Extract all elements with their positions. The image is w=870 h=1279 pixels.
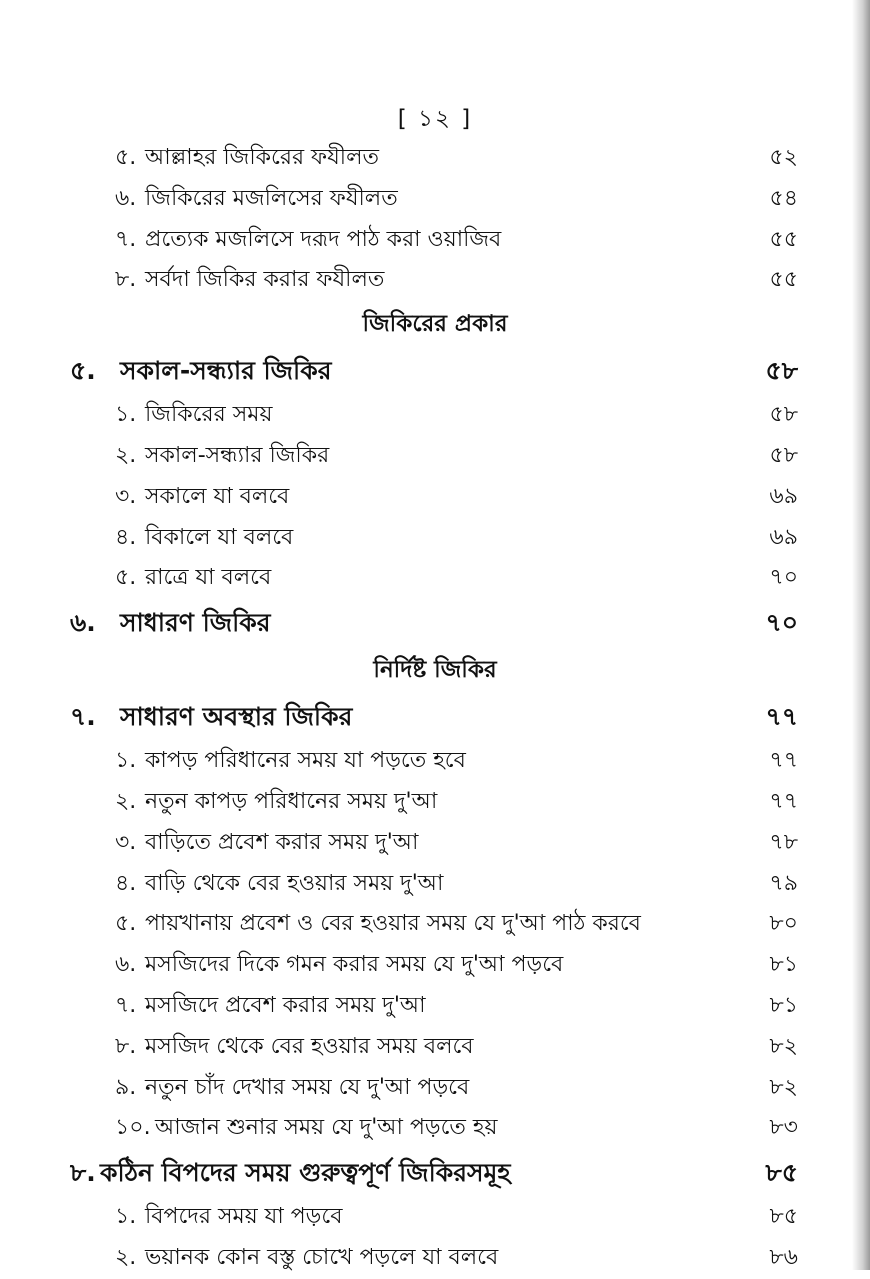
entry-page-number: ৬৯ (769, 524, 798, 550)
entry-number: ১. (115, 748, 137, 774)
entry-title: সকাল-সন্ধ্যার জিকির (145, 442, 330, 468)
entry-number: ৬. (70, 608, 96, 638)
entry-title: রাত্রে যা বলবে (145, 565, 272, 591)
toc-entry-row (0, 741, 870, 782)
toc-entry-row (0, 904, 870, 945)
entry-number: ৭. (115, 992, 137, 1018)
toc-chapter-row (0, 693, 870, 741)
entry-title: প্রত্যেক মজলিসে দরূদ পাঠ করা ওয়াজিব (145, 226, 502, 252)
entry-number: ৫. (115, 565, 137, 591)
entry-page-number: ৫৮ (769, 402, 798, 428)
entry-title: মসজিদে প্রবেশ করার সময় দু'আ (145, 992, 426, 1018)
entry-number: ৮. (70, 1158, 96, 1188)
entry-page-number: ৫৫ (769, 267, 798, 293)
entry-number: ২. (115, 788, 137, 814)
entry-page-number: ৫৫ (769, 226, 798, 252)
entry-number: ৫. (70, 356, 96, 386)
toc-chapter-row (0, 1149, 870, 1197)
toc-entry-row (0, 1068, 870, 1109)
entry-number: ৬. (115, 185, 137, 211)
entry-title: জিকিরের মজলিসের ফযীলত (145, 185, 398, 211)
entry-number: ১০. (115, 1115, 151, 1141)
entry-title: সর্বদা জিকির করার ফযীলত (145, 267, 385, 293)
toc-chapter-row (0, 347, 870, 395)
entry-title: মসজিদ থেকে বের হওয়ার সময় বলবে (145, 1033, 474, 1059)
entry-page-number: ৫৮ (769, 442, 798, 468)
entry-title: পায়খানায় প্রবেশ ও বের হওয়ার সময় যে দু'আ পাঠ করবে (145, 911, 641, 937)
toc-entry-row (0, 1027, 870, 1068)
entry-title: বাড়ি থেকে বের হওয়ার সময় দু'আ (145, 870, 444, 896)
entry-number: ৪. (115, 870, 137, 896)
entry-number: ৮. (115, 1033, 137, 1059)
entry-number: ৮. (115, 267, 137, 293)
section-heading: জিকিরের প্রকার (362, 311, 508, 338)
entry-title: বাড়িতে প্রবেশ করার সময় দু'আ (145, 829, 419, 855)
entry-number: ৯. (115, 1074, 137, 1100)
entry-page-number: ৮৩ (769, 1115, 798, 1141)
entry-number: ৭. (70, 702, 96, 732)
entry-page-number: ৭০ (769, 565, 798, 591)
toc-entry-row (0, 436, 870, 477)
toc-entry-row (0, 945, 870, 986)
entry-page-number: ৫৮ (765, 356, 798, 386)
entry-number: ৫. (115, 911, 137, 937)
toc-entry-row (0, 782, 870, 823)
entry-title: সাধারণ জিকির (120, 608, 271, 638)
entry-page-number: ৮২ (769, 1033, 798, 1059)
entry-page-number: ৭০ (765, 608, 798, 638)
toc-entry-row (0, 558, 870, 599)
toc-entry-row (0, 179, 870, 220)
entry-page-number: ৬৯ (769, 483, 798, 509)
entry-number: ৫. (115, 145, 137, 170)
table-of-contents (0, 138, 870, 1279)
entry-title: নতুন কাপড় পরিধানের সময় দু'আ (145, 788, 438, 814)
entry-title: কঠিন বিপদের সময় গুরুত্বপূর্ণ জিকিরসমূহ (100, 1158, 511, 1188)
toc-entry-row (0, 138, 870, 179)
toc-entry-row (0, 395, 870, 436)
toc-chapter-row (0, 599, 870, 647)
section-heading: নির্দিষ্ট জিকির (373, 657, 497, 684)
entry-page-number: ৮১ (769, 952, 798, 978)
entry-number: ১. (115, 402, 137, 428)
entry-page-number: ৭৯ (769, 870, 798, 896)
entry-number: ২. (115, 1244, 137, 1270)
entry-number: ৬. (115, 952, 137, 978)
toc-entry-row (0, 864, 870, 905)
entry-page-number: ৭৭ (765, 702, 798, 732)
entry-number: ২. (115, 442, 137, 468)
entry-page-number: ৮৫ (769, 1204, 798, 1230)
entry-title: কাপড় পরিধানের সময় যা পড়তে হবে (145, 748, 466, 774)
entry-number: ৪. (115, 524, 137, 550)
entry-page-number: ৭৭ (769, 788, 798, 814)
entry-page-number: ৮২ (769, 1074, 798, 1100)
entry-number: ৩. (115, 483, 137, 509)
entry-page-number: ৮১ (769, 992, 798, 1018)
entry-title: সকালে যা বলবে (145, 483, 290, 509)
toc-entry-row (0, 477, 870, 518)
entry-number: ৩. (115, 829, 137, 855)
entry-page-number: ৮০ (769, 911, 798, 937)
entry-title: আল্লাহর জিকিরের ফযীলত (145, 145, 379, 170)
entry-title: জিকিরের সময় (145, 402, 273, 428)
toc-entry-row (0, 260, 870, 301)
entry-title: বিপদের সময় যা পড়বে (145, 1204, 343, 1230)
toc-entry-row (0, 220, 870, 261)
entry-number: ১. (115, 1204, 137, 1230)
entry-title: নতুন চাঁদ দেখার সময় যে দু'আ পড়বে (145, 1074, 470, 1100)
toc-entry-row (0, 1108, 870, 1149)
entry-title: ভয়ানক কোন বস্তু চোখে পড়লে যা বলবে (145, 1244, 499, 1270)
entry-title: আজান শুনার সময় যে দু'আ পড়তে হয় (155, 1115, 498, 1141)
entry-page-number: ৮৫ (765, 1158, 798, 1188)
toc-entry-row (0, 1238, 870, 1279)
entry-title: সাধারণ অবস্থার জিকির (120, 702, 353, 732)
toc-entry-row (0, 823, 870, 864)
entry-page-number: ৫২ (769, 145, 798, 170)
entry-page-number: ৫৪ (769, 185, 798, 211)
entry-page-number: ৮৬ (769, 1244, 798, 1270)
page-number: [ ১২ ] (397, 106, 473, 132)
entry-title: বিকালে যা বলবে (145, 524, 294, 550)
page-edge-shadow (852, 0, 870, 1270)
toc-entry-row (0, 1197, 870, 1238)
entry-page-number: ৭৭ (769, 748, 798, 774)
toc-entry-row (0, 986, 870, 1027)
entry-title: মসজিদের দিকে গমন করার সময় যে দু'আ পড়বে (145, 952, 564, 978)
toc-entry-row (0, 518, 870, 559)
entry-page-number: ৭৮ (769, 829, 798, 855)
entry-title: সকাল-সন্ধ্যার জিকির (120, 356, 332, 386)
entry-number: ৭. (115, 226, 137, 252)
